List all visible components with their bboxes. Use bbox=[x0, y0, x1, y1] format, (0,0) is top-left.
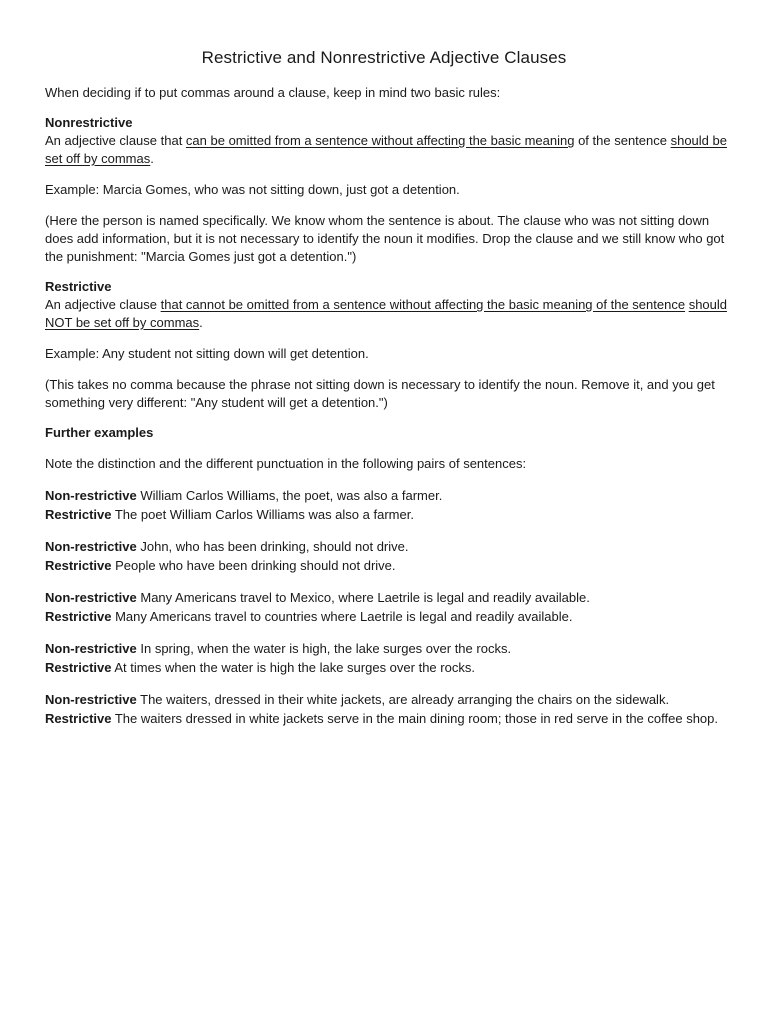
nonrestrictive-label: Non-restrictive bbox=[45, 488, 137, 503]
pair-3-restrictive bbox=[45, 607, 735, 626]
example-pair-2 bbox=[45, 537, 735, 575]
restrictive-def-underline-2: should NOT be set off by commas bbox=[45, 297, 727, 330]
pair-1-restrictive-text: The poet William Carlos Williams was also a farmer. bbox=[111, 507, 414, 522]
nonrestrictive-def-underline-2: should be set off by commas bbox=[45, 133, 727, 166]
pair-5-restrictive-text: The waiters dressed in white jackets serve in the main dining room; those in red serve in the coffee shop. bbox=[111, 711, 718, 726]
nonrestrictive-example: Example: Marcia Gomes, who was not sitting down, just got a detention. bbox=[45, 182, 460, 197]
restrictive-heading-label: Restrictive bbox=[45, 279, 112, 294]
restrictive-def-underline-1: that cannot be omitted from a sentence without affecting the basic meaning of the sentence bbox=[160, 297, 686, 312]
nonrestrictive-def-b: of the sentence bbox=[574, 133, 671, 148]
pair-2-restrictive-text: People who have been drinking should not drive. bbox=[111, 558, 396, 573]
pair-3-restrictive-text: Many Americans travel to countries where Laetrile is legal and readily available. bbox=[111, 609, 573, 624]
nonrestrictive-def-underline-1: can be omitted from a sentence without affecting the basic meaning bbox=[185, 133, 575, 148]
nonrestrictive-label: Non-restrictive bbox=[45, 539, 137, 554]
further-examples-note: Note the distinction and the different punctuation in the following pairs of sentences: bbox=[45, 456, 527, 471]
nonrestrictive-label: Non-restrictive bbox=[45, 590, 137, 605]
pair-3-nonrestrictive bbox=[45, 588, 735, 607]
pair-5-nonrestrictive bbox=[45, 690, 735, 709]
restrictive-label: Restrictive bbox=[45, 711, 112, 726]
restrictive-label: Restrictive bbox=[45, 507, 112, 522]
restrictive-definition bbox=[45, 296, 735, 332]
nonrestrictive-definition bbox=[45, 132, 735, 168]
further-examples-heading-label: Further examples bbox=[45, 425, 154, 440]
pair-2-nonrestrictive-text: John, who has been drinking, should not drive. bbox=[136, 539, 409, 554]
nonrestrictive-heading bbox=[45, 114, 735, 132]
pair-4-nonrestrictive-text: In spring, when the water is high, the lake surges over the rocks. bbox=[136, 641, 512, 656]
restrictive-example: Example: Any student not sitting down will get detention. bbox=[45, 346, 369, 361]
pair-1-nonrestrictive-text: William Carlos Williams, the poet, was also a farmer. bbox=[136, 488, 443, 503]
example-pair-1 bbox=[45, 486, 735, 524]
restrictive-def-c: . bbox=[199, 315, 203, 330]
pair-5-nonrestrictive-text: The waiters, dressed in their white jackets, are already arranging the chairs on the sidewalk. bbox=[136, 692, 670, 707]
pair-2-nonrestrictive bbox=[45, 537, 735, 556]
restrictive-label: Restrictive bbox=[45, 660, 112, 675]
example-pair-5 bbox=[45, 690, 735, 728]
further-examples-heading bbox=[45, 424, 735, 442]
pair-1-restrictive bbox=[45, 505, 735, 524]
restrictive-label: Restrictive bbox=[45, 558, 112, 573]
restrictive-def-a: An adjective clause bbox=[45, 297, 161, 312]
restrictive-explanation: (This takes no comma because the phrase not sitting down is necessary to identify the noun. Remove it, and you get something very different: "Any student will get a detention.") bbox=[45, 377, 715, 410]
pair-4-nonrestrictive bbox=[45, 639, 735, 658]
pair-3-nonrestrictive-text: Many Americans travel to Mexico, where Laetrile is legal and readily available. bbox=[136, 590, 590, 605]
nonrestrictive-label: Non-restrictive bbox=[45, 641, 137, 656]
nonrestrictive-heading-label: Nonrestrictive bbox=[45, 115, 133, 130]
restrictive-heading bbox=[45, 278, 735, 296]
pair-1-nonrestrictive bbox=[45, 486, 735, 505]
document-title: Restrictive and Nonrestrictive Adjective Clauses bbox=[201, 48, 567, 67]
nonrestrictive-label: Non-restrictive bbox=[45, 692, 137, 707]
pair-2-restrictive bbox=[45, 556, 735, 575]
pair-4-restrictive bbox=[45, 658, 735, 677]
example-pair-3 bbox=[45, 588, 735, 626]
intro-text: When deciding if to put commas around a clause, keep in mind two basic rules: bbox=[45, 85, 501, 100]
restrictive-label: Restrictive bbox=[45, 609, 112, 624]
pair-5-restrictive bbox=[45, 709, 735, 728]
pair-4-restrictive-text: At times when the water is high the lake surges over the rocks. bbox=[111, 660, 475, 675]
nonrestrictive-def-c: . bbox=[150, 151, 154, 166]
document-page bbox=[45, 0, 735, 728]
nonrestrictive-def-a: An adjective clause that bbox=[45, 133, 186, 148]
example-pair-4 bbox=[45, 639, 735, 677]
nonrestrictive-explanation: (Here the person is named specifically. We know whom the sentence is about. The clause who was not sitting down does add information, but it is not necessary to identify the noun it modifies. Drop the clause and we still know who got the punishment: "Marcia Gomes just got a detention.") bbox=[45, 213, 725, 264]
